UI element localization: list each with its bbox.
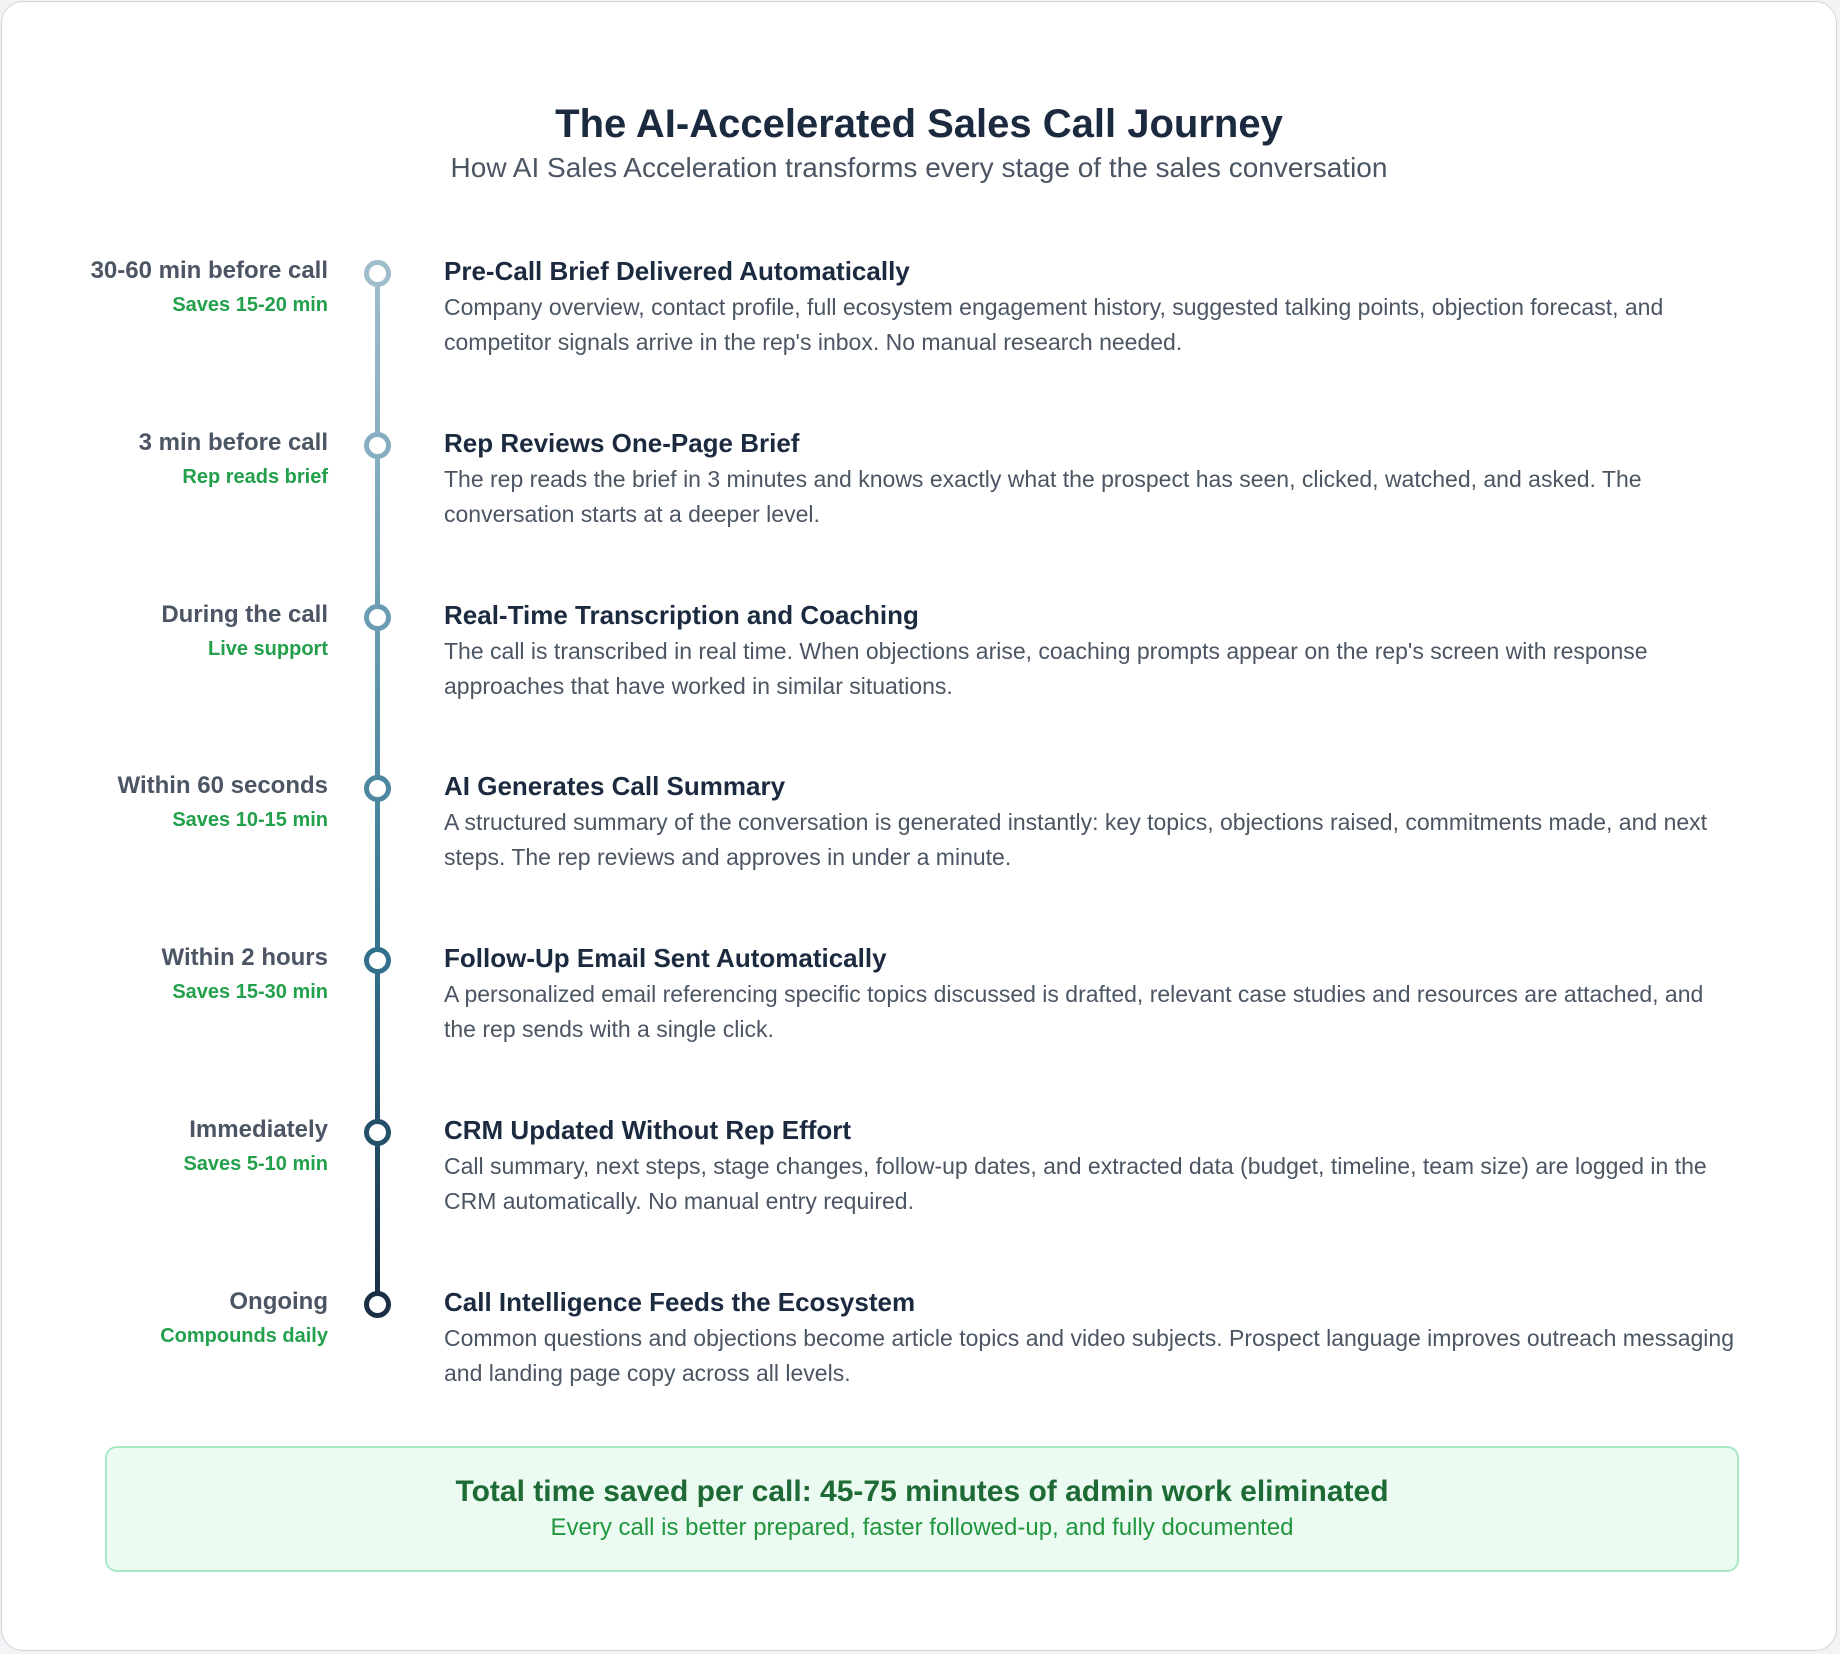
step-savings: Live support [207,638,328,660]
timeline-step [2,941,1836,1081]
step-content [444,598,1734,704]
step-savings: Saves 5-10 min [183,1153,328,1175]
step-timing-block [88,769,328,837]
step-content [444,769,1734,875]
step-timing: Ongoing [229,1288,328,1315]
step-content [444,1113,1734,1219]
timeline-node [364,1291,391,1318]
step-timing-block [88,941,328,1009]
step-description: Common questions and objections become article topics and video subjects. Prospect language improves outreach messaging and landing page copy across all levels. [444,1325,1734,1386]
step-timing: During the call [161,601,328,628]
step-timing-block [88,598,328,666]
step-timing-block [88,254,328,322]
timeline-node [364,775,391,802]
step-timing: 30-60 min before call [90,257,328,284]
timeline-node [364,604,391,631]
step-content [444,941,1734,1047]
timeline-node [364,260,391,287]
timeline [2,2,1836,1650]
step-savings: Rep reads brief [182,466,328,488]
step-description: Call summary, next steps, stage changes, follow-up dates, and extracted data (budget, timeline, team size) are logged in the CRM automatically. No manual entry required. [444,1153,1707,1214]
step-savings: Compounds daily [160,1325,328,1347]
step-timing: 3 min before call [138,429,328,456]
step-timing-block [88,426,328,494]
step-savings: Saves 15-20 min [172,294,328,316]
timeline-node [364,1119,391,1146]
timeline-step [2,1285,1836,1425]
step-savings: Saves 15-30 min [172,981,328,1003]
timeline-step [2,1113,1836,1253]
page-subtitle: How AI Sales Acceleration transforms every stage of the sales conversation [450,152,1388,183]
timeline-step [2,769,1836,909]
step-content [444,426,1734,532]
step-savings: Saves 10-15 min [172,809,328,831]
step-timing-block [88,1285,328,1353]
step-timing-block [88,1113,328,1181]
step-description: A structured summary of the conversation is generated instantly: key topics, objections raised, commitments made, and next steps. The rep reviews and approves in under a minute. [444,809,1708,870]
step-title: CRM Updated Without Rep Effort [444,1115,852,1145]
summary-callout [105,1446,1739,1572]
step-title: AI Generates Call Summary [444,771,786,801]
step-title: Call Intelligence Feeds the Ecosystem [444,1287,916,1317]
step-description: Company overview, contact profile, full ecosystem engagement history, suggested talking points, objection forecast, and competitor signals arrive in the rep's inbox. No manual research needed. [444,294,1664,355]
timeline-step [2,598,1836,738]
step-timing: Within 60 seconds [117,772,328,799]
step-description: The call is transcribed in real time. When objections arise, coaching prompts appear on the rep's screen with response approaches that have worked in similar situations. [444,638,1648,699]
journey-card [1,1,1837,1651]
step-description: The rep reads the brief in 3 minutes and knows exactly what the prospect has seen, clicked, watched, and asked. The conversation starts at a deeper level. [444,466,1642,527]
step-title: Follow-Up Email Sent Automatically [444,943,887,973]
page-title: The AI-Accelerated Sales Call Journey [555,102,1283,146]
step-timing: Within 2 hours [161,944,328,971]
timeline-node [364,947,391,974]
step-title: Rep Reviews One-Page Brief [444,428,800,458]
timeline-node [364,432,391,459]
step-title: Real-Time Transcription and Coaching [444,600,919,630]
step-description: A personalized email referencing specific topics discussed is drafted, relevant case studies and resources are attached, and the rep sends with a single click. [444,981,1704,1042]
step-title: Pre-Call Brief Delivered Automatically [444,256,910,286]
summary-subtitle: Every call is better prepared, faster followed-up, and fully documented [550,1514,1294,1541]
summary-title: Total time saved per call: 45-75 minutes of admin work eliminated [455,1475,1389,1508]
timeline-step [2,254,1836,394]
step-content [444,254,1734,360]
step-content [444,1285,1734,1391]
step-timing: Immediately [189,1116,328,1143]
timeline-step [2,426,1836,566]
